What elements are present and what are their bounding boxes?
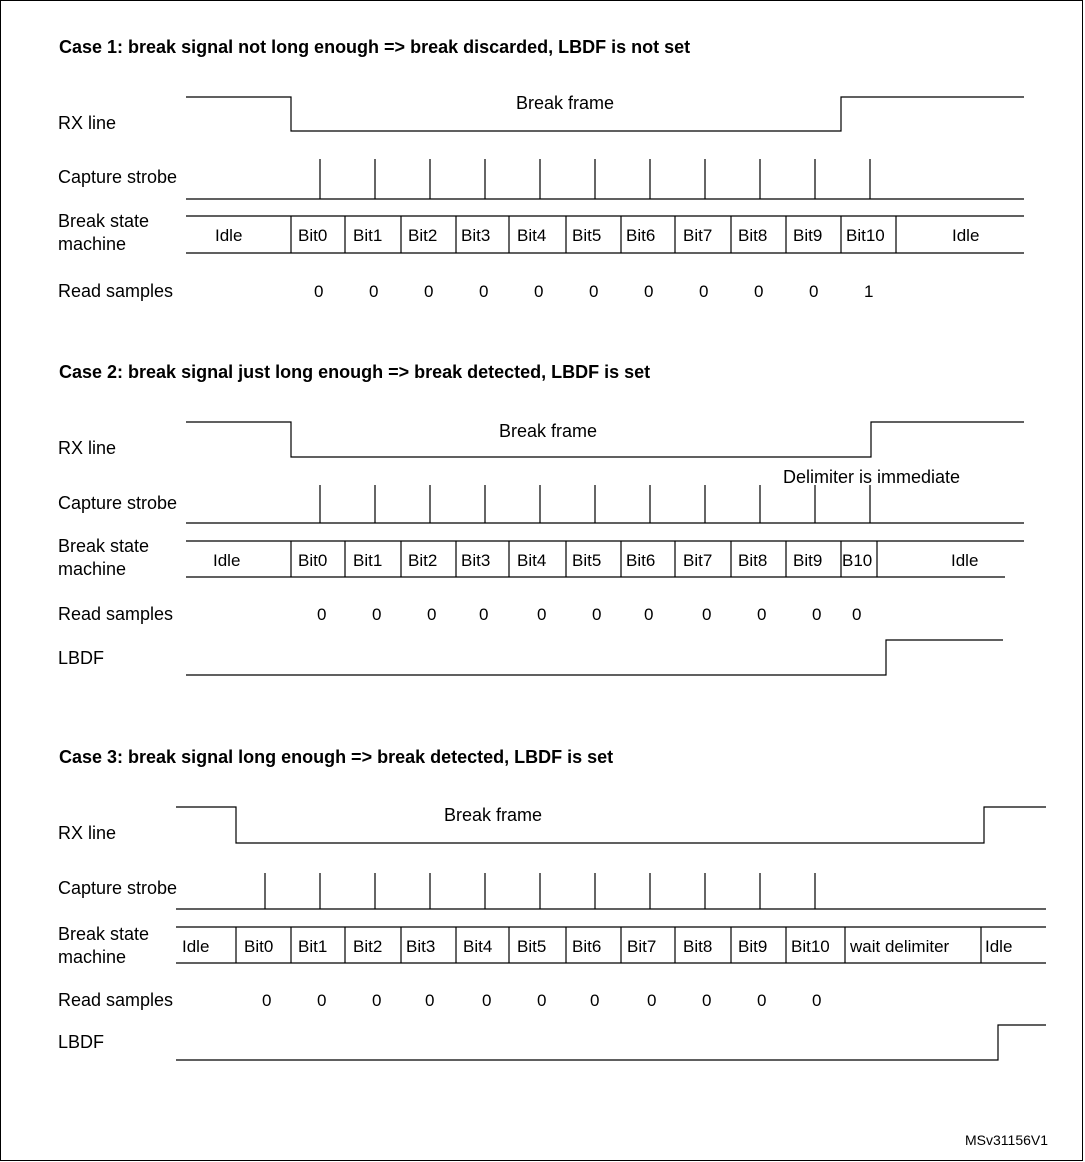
state-cell: Bit1 <box>298 937 328 956</box>
sample-value: 0 <box>424 282 434 301</box>
sample-value: 0 <box>809 282 819 301</box>
case-2-title: Case 2: break signal just long enough => break detected, LBDF is set <box>59 362 651 382</box>
case-2-lbdf-label: LBDF <box>58 648 105 668</box>
sample-value: 0 <box>537 605 547 624</box>
state-cell: Bit1 <box>353 226 383 245</box>
sample-value: 0 <box>852 605 862 624</box>
state-cell: Bit1 <box>353 551 383 570</box>
state-cell: Bit4 <box>517 551 547 570</box>
case-1-samples-label: Read samples <box>58 281 174 301</box>
state-cell: Bit2 <box>408 551 438 570</box>
case-3-samples-label: Read samples <box>58 990 174 1010</box>
case-3-strobes <box>265 873 815 909</box>
case-1-strobes <box>320 159 870 199</box>
case-2-delimiter-note: Delimiter is immediate <box>783 467 961 487</box>
state-cell: Bit8 <box>738 551 768 570</box>
case-2 <box>58 362 1024 675</box>
case-2-bsm-label-2: machine <box>58 559 127 579</box>
sample-value: 0 <box>317 991 327 1010</box>
sample-value: 0 <box>702 991 712 1010</box>
case-1-states <box>215 226 979 245</box>
state-cell: Idle <box>985 937 1013 956</box>
case-2-capture-label: Capture strobe <box>58 493 178 513</box>
sample-value: 0 <box>592 605 602 624</box>
case-1-bsm-label-2: machine <box>58 234 127 254</box>
case-2-states <box>213 551 978 570</box>
state-cell: Idle <box>182 937 210 956</box>
state-cell: Bit3 <box>461 551 491 570</box>
case-2-samples <box>317 605 861 624</box>
case-3-lbdf-label: LBDF <box>58 1032 105 1052</box>
case-3-break-frame-label: Break frame <box>444 805 543 825</box>
state-cell: Bit6 <box>626 226 656 245</box>
case-3 <box>58 747 1046 1060</box>
sample-value: 0 <box>590 991 600 1010</box>
case-3-title: Case 3: break signal long enough => break detected, LBDF is set <box>59 747 614 767</box>
sample-value: 0 <box>757 605 767 624</box>
sample-value: 0 <box>317 605 327 624</box>
state-cell: Bit9 <box>793 551 823 570</box>
case-3-samples <box>262 991 821 1010</box>
sample-value: 0 <box>647 991 657 1010</box>
sample-value: 0 <box>425 991 435 1010</box>
state-cell: Bit5 <box>572 551 602 570</box>
case-1-title: Case 1: break signal not long enough => break discarded, LBDF is not set <box>59 37 691 57</box>
case-2-rx-waveform <box>186 422 1024 457</box>
state-cell: Bit6 <box>626 551 656 570</box>
sample-value: 0 <box>534 282 544 301</box>
state-cell: Bit4 <box>517 226 547 245</box>
state-cell: Bit10 <box>846 226 885 245</box>
state-cell: Bit8 <box>738 226 768 245</box>
case-2-break-frame-label: Break frame <box>499 421 598 441</box>
state-cell: B10 <box>842 551 873 570</box>
sample-value: 1 <box>864 282 874 301</box>
sample-value: 0 <box>812 991 822 1010</box>
sample-value: 0 <box>757 991 767 1010</box>
case-1 <box>58 37 1024 301</box>
figure-id: MSv31156V1 <box>965 1132 1049 1148</box>
state-cell: Bit9 <box>793 226 823 245</box>
state-cell: Bit4 <box>463 937 493 956</box>
state-cell: Bit10 <box>791 937 830 956</box>
sample-value: 0 <box>479 605 489 624</box>
sample-value: 0 <box>369 282 379 301</box>
case-2-rx-label: RX line <box>58 438 117 458</box>
sample-value: 0 <box>644 282 654 301</box>
case-2-samples-label: Read samples <box>58 604 174 624</box>
state-cell: Bit0 <box>244 937 274 956</box>
case-3-bsm-label-1: Break state <box>58 924 150 944</box>
sample-value: 0 <box>812 605 822 624</box>
state-cell: Bit7 <box>683 551 713 570</box>
sample-value: 0 <box>589 282 599 301</box>
state-cell: Bit9 <box>738 937 768 956</box>
case-3-states <box>182 937 1012 956</box>
case-3-capture-label: Capture strobe <box>58 878 178 898</box>
case-2-strobes <box>320 485 870 523</box>
case-3-lbdf-waveform <box>176 1025 1046 1060</box>
case-3-bsm-label-2: machine <box>58 947 127 967</box>
state-cell: Idle <box>952 226 980 245</box>
state-cell: Bit7 <box>683 226 713 245</box>
case-1-break-frame-label: Break frame <box>516 93 615 113</box>
sample-value: 0 <box>262 991 272 1010</box>
state-cell: Bit5 <box>517 937 547 956</box>
state-cell: Bit2 <box>353 937 383 956</box>
case-1-rx-label: RX line <box>58 113 117 133</box>
sample-value: 0 <box>427 605 437 624</box>
timing-diagram <box>1 1 1084 1162</box>
state-cell: Bit8 <box>683 937 713 956</box>
state-cell: Bit7 <box>627 937 657 956</box>
state-cell: Idle <box>215 226 243 245</box>
case-2-lbdf-waveform <box>186 640 1003 675</box>
sample-value: 0 <box>754 282 764 301</box>
state-cell: Bit2 <box>408 226 438 245</box>
sample-value: 0 <box>537 991 547 1010</box>
sample-value: 0 <box>372 991 382 1010</box>
case-3-rx-label: RX line <box>58 823 117 843</box>
case-1-bsm-label-1: Break state <box>58 211 150 231</box>
sample-value: 0 <box>699 282 709 301</box>
state-cell: wait delimiter <box>850 937 950 956</box>
case-1-capture-label: Capture strobe <box>58 167 178 187</box>
state-cell: Bit0 <box>298 226 328 245</box>
sample-value: 0 <box>482 991 492 1010</box>
sample-value: 0 <box>702 605 712 624</box>
state-cell: Idle <box>213 551 241 570</box>
case-3-rx-waveform <box>176 807 1046 843</box>
case-2-bsm-label-1: Break state <box>58 536 150 556</box>
sample-value: 0 <box>372 605 382 624</box>
sample-value: 0 <box>644 605 654 624</box>
state-cell: Idle <box>951 551 979 570</box>
state-cell: Bit3 <box>406 937 436 956</box>
state-cell: Bit3 <box>461 226 491 245</box>
state-cell: Bit0 <box>298 551 328 570</box>
state-cell: Bit5 <box>572 226 602 245</box>
sample-value: 0 <box>479 282 489 301</box>
state-cell: Bit6 <box>572 937 602 956</box>
case-1-samples <box>314 282 873 301</box>
sample-value: 0 <box>314 282 324 301</box>
